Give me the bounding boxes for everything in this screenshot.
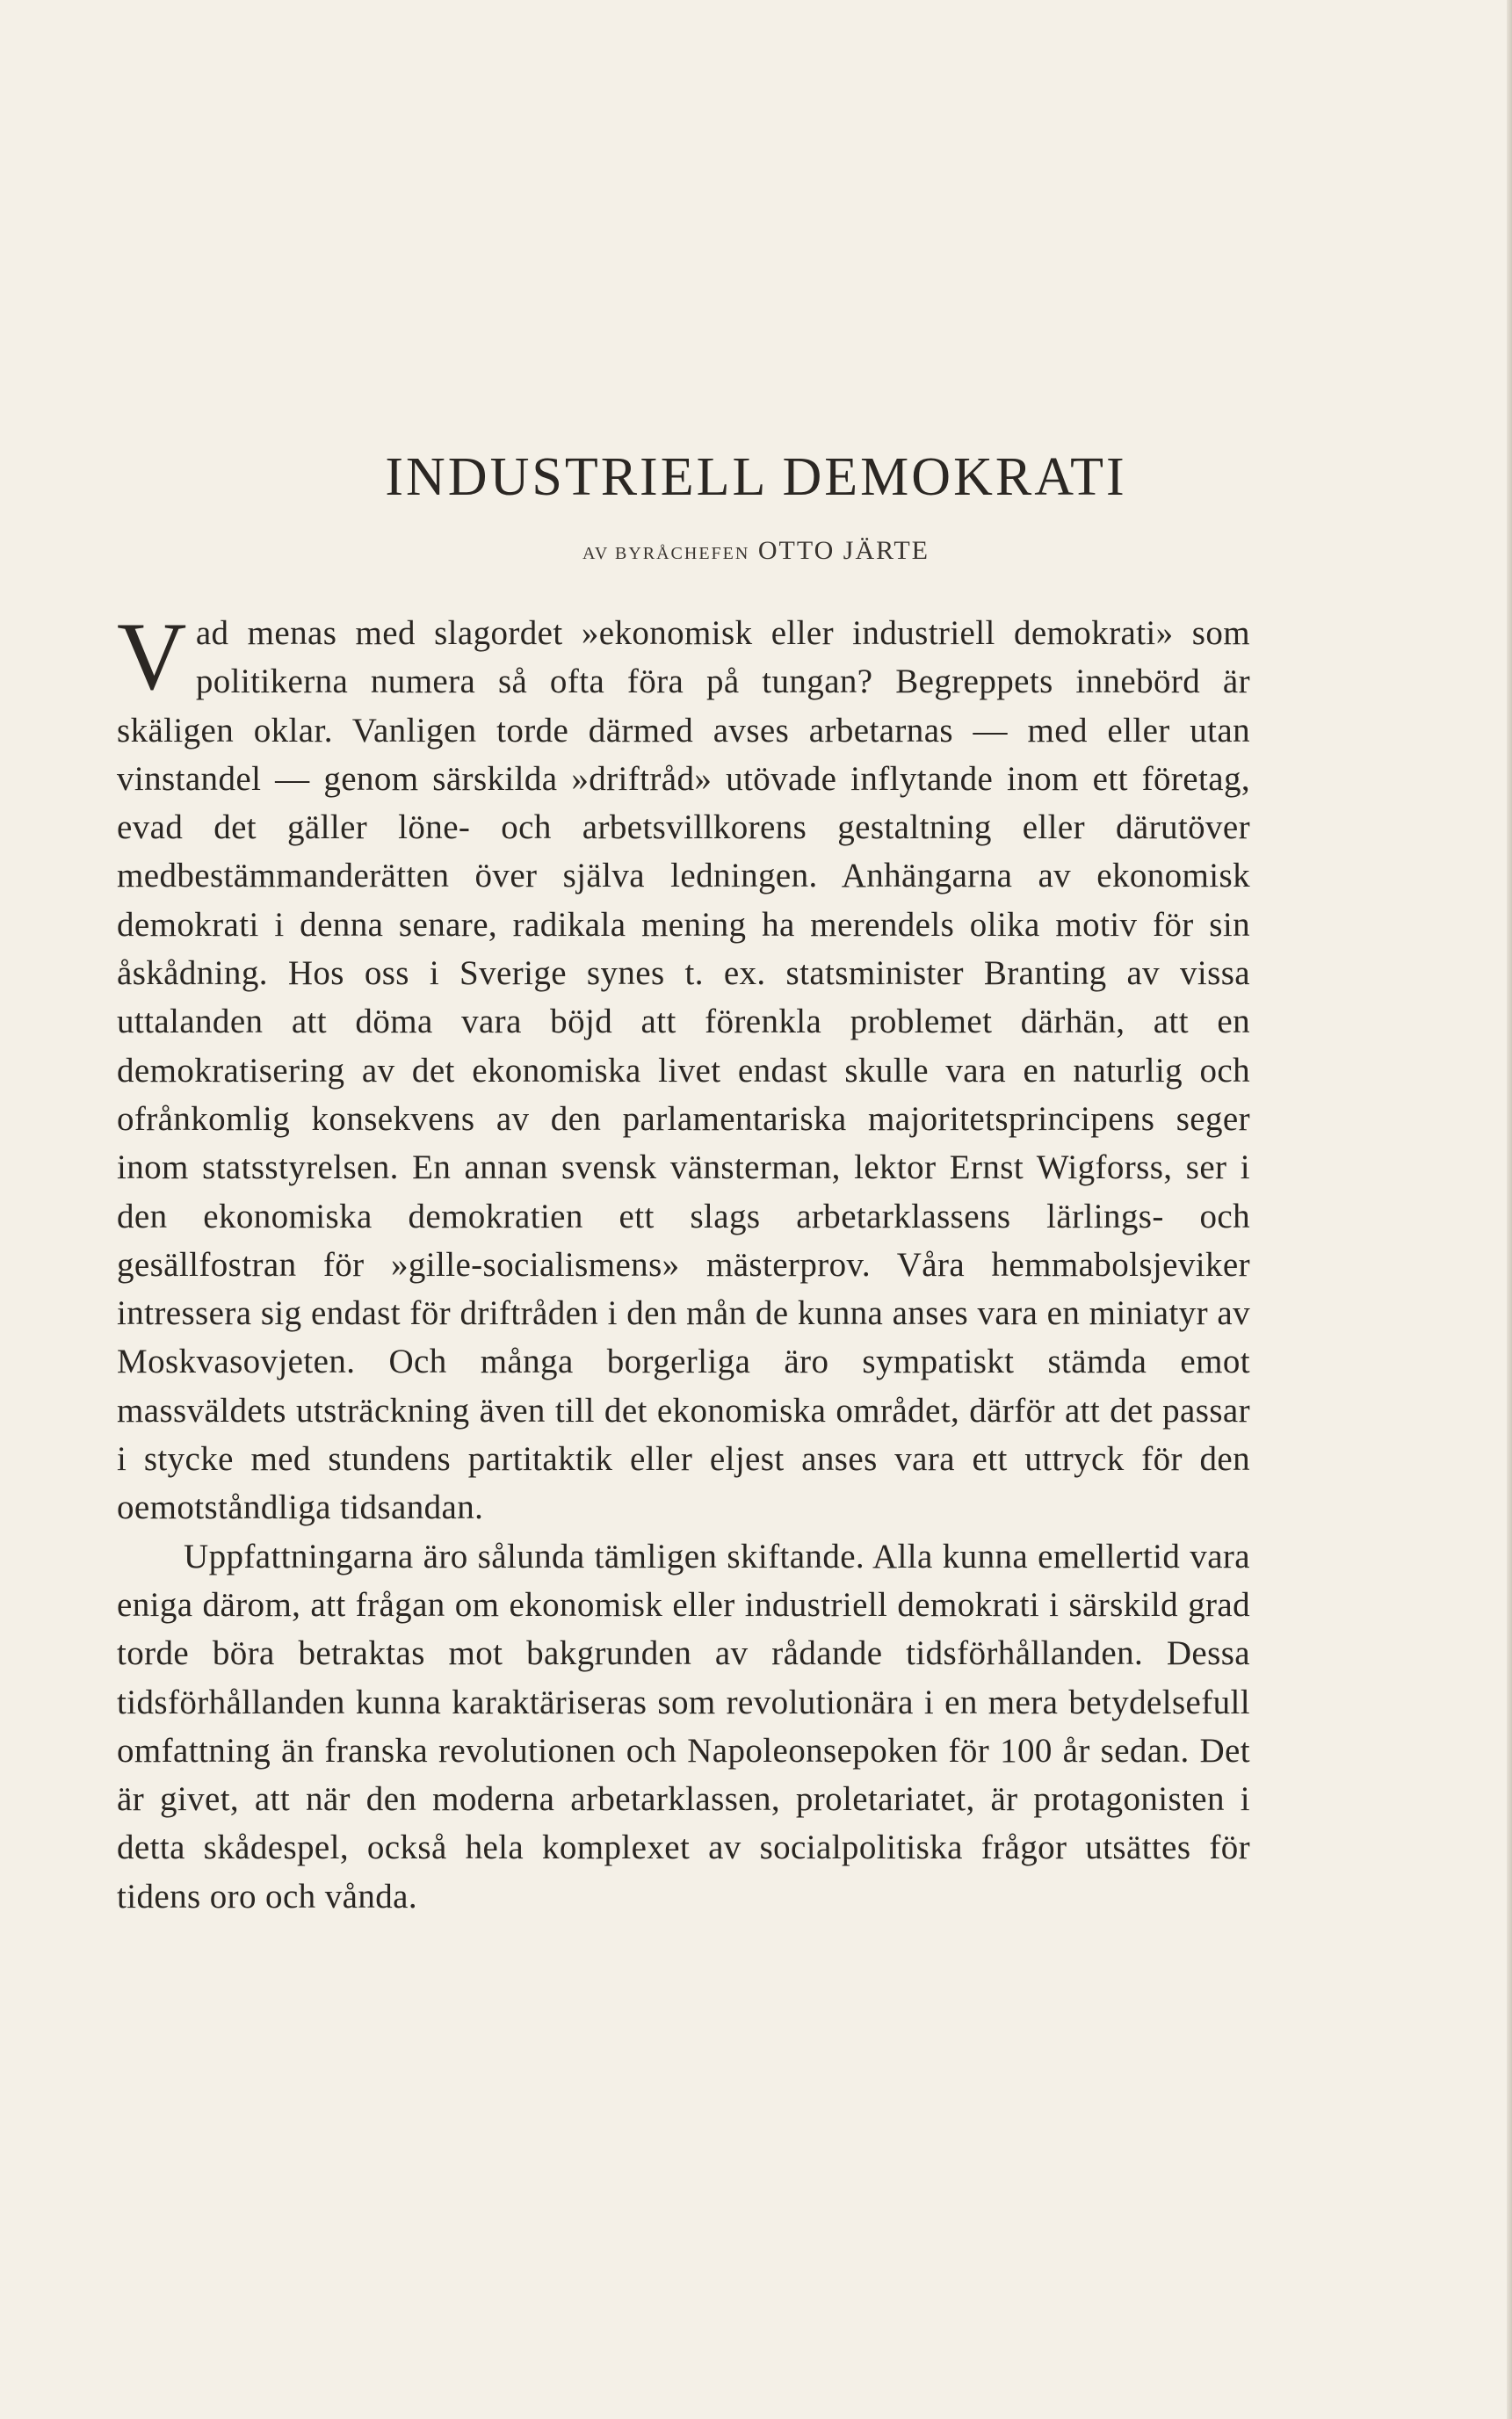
byline-name: OTTO JÄRTE xyxy=(757,536,930,565)
article-body xyxy=(117,603,1250,1921)
page-edge xyxy=(1507,0,1512,2419)
article-title: INDUSTRIELL DEMOKRATI xyxy=(385,447,1127,507)
paragraph-2: Uppfattningarna äro sålunda tämligen skiftande. Alla kunna emellertid vara eniga därom, att frågan om ekonomisk eller industriell demokrati i särskild grad torde böra betraktas mot bakgrunden av rådande tidsförhållanden. Dessa tidsförhållanden kunna karaktäriseras som revolutionära i en mera betydelsefull omfattning än franska revolutionen och Napoleonsepoken för 100 år sedan. Det är givet, att när den moderna arbetarklassen, proletariatet, är protagonisten i detta skådespel, också hela komplexet av socialpolitiska frågor utsättes för tidens oro och vånda. xyxy=(117,1537,1250,1916)
paragraph-1 xyxy=(117,603,1250,1532)
byline-prefix: AV BYRÅCHEFEN xyxy=(582,544,750,563)
drop-cap: V xyxy=(117,603,187,710)
paragraph-1-text: ad menas med slagordet »ekonomisk eller industriell demokrati» som politikerna numera så ofta föra på tungan? Begreppets innebörd är skäligen oklar. Vanligen torde därmed avses arbetarnas — med eller utan vinstandel — genom särskilda »driftråd» utövade inflytande inom ett företag, evad det gäller löne- och arbetsvillkorens gestaltning eller därutöver medbestämmanderätten över själva ledningen. Anhängarna av ekonomisk demokrati i denna senare, radikala mening ha merendels olika motiv för sin åskådning. Hos oss i Sverige synes t. ex. statsminister Branting av vissa uttalanden att döma vara böjd att förenkla problemet därhän, att en demokratisering av det ekonomiska livet endast skulle vara en naturlig och ofrånkomlig konsekvens av den parlamentariska majoritetsprincipens seger inom statsstyrelsen. En annan svensk vänsterman, lektor Ernst Wigforss, ser i den ekonomiska demokratien ett slags arbetarklassens lärlings- och gesällfostran för »gille-socialismens» mästerprov. Våra hemmabolsjeviker intressera sig endast för driftråden i den mån de kunna anses vara en miniatyr av Moskvasovjeten. Och många borgerliga äro sympatiskt stämda emot massväldets utsträckning även till det ekonomiska området, därför att det passar i stycke med stundens partitaktik eller eljest anses vara ett uttryck för den oemotståndliga tidsandan. xyxy=(117,614,1250,1527)
byline xyxy=(0,536,1512,566)
